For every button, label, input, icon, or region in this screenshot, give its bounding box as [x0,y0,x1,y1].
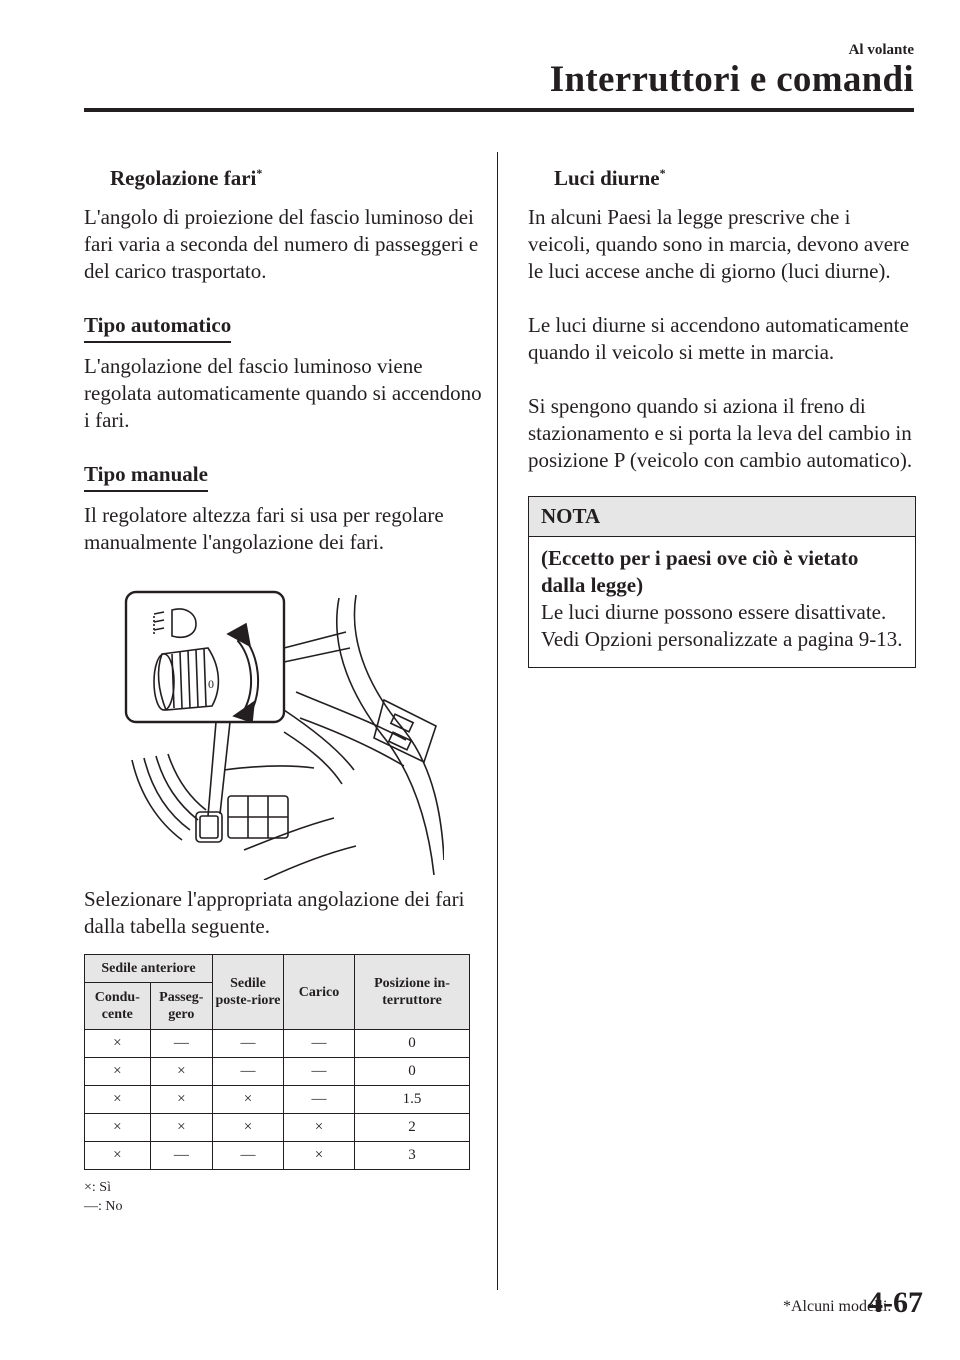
header-rule [84,108,914,112]
optional-mark: * [659,166,666,180]
header-front-seat: Sedile anteriore [85,955,213,983]
note-heading: NOTA [529,497,915,537]
header-driver: Condu-cente [85,983,151,1030]
svg-text:0: 0 [208,677,214,691]
page-number: 4-67 [868,1286,923,1319]
table-row: × × × × 2 [85,1114,470,1142]
note-condition: (Eccetto per i paesi ove ciò è vietato dalla legge) [541,546,859,597]
header-passenger: Passeg-gero [150,983,212,1030]
header-title: Interruttori e comandi [549,59,914,100]
table-row: × × × — 1.5 [85,1086,470,1114]
optional-mark: * [256,166,263,180]
automatic-paragraph: L'angolazione del fascio luminoso viene regolata automaticamente quando si accendono i fari. [84,354,482,432]
note-text-1: Le luci diurne possono essere disattivate. [541,600,887,624]
table-row: × — — × 3 [85,1142,470,1170]
intro-paragraph: L'angolo di proiezione del fascio luminoso dei fari varia a seconda del numero di passeggeri e del carico trasportato. [84,205,479,283]
left-column [84,160,484,1216]
header-section: Al volante [848,42,914,58]
header-switch-position: Posizione in-terruttore [355,955,470,1030]
header-load: Carico [284,955,355,1030]
section-title-headlight-leveling: Regolazione fari* [110,166,263,190]
drl-paragraph-3: Si spengono quando si aziona il freno di stazionamento e si porta la leva del cambio in posizione P (veicolo con cambio automatico). [528,394,913,472]
column-divider [497,152,498,1290]
note-box [528,496,916,668]
footnote-some-models: *Alcuni modelli. [783,1298,892,1315]
legend-yes: ×: Sì [84,1180,111,1195]
note-body [529,537,915,667]
table-row: × × — — 0 [85,1058,470,1086]
headlight-leveling-table [84,954,470,1170]
select-paragraph: Selezionare l'appropriata angolazione dei fari dalla tabella seguente. [84,887,465,938]
right-column [528,160,918,668]
dashboard-illustration [124,590,444,880]
section-title-daytime-lights: Luci diurne* [554,166,666,190]
headlight-leveling-illustration [124,590,444,880]
manual-paragraph: Il regolatore altezza fari si usa per regolare manualmente l'angolazione dei fari. [84,503,444,554]
drl-paragraph-2: Le luci diurne si accendono automaticamente quando il veicolo si mette in marcia. [528,313,909,364]
header-rear-seat: Sedile poste-riore [213,955,284,1030]
drl-paragraph-1: In alcuni Paesi la legge prescrive che i veicoli, quando sono in marcia, devono avere le luci accese anche di giorno (luci diurne). [528,205,910,283]
subtitle-automatic: Tipo automatico [84,312,231,343]
subtitle-manual: Tipo manuale [84,461,208,492]
legend-no: —: No [84,1199,123,1214]
note-text-2: Vedi Opzioni personalizzate a pagina 9-13. [541,627,903,651]
table-row: × — — — 0 [85,1030,470,1058]
table-legend [84,1178,484,1216]
